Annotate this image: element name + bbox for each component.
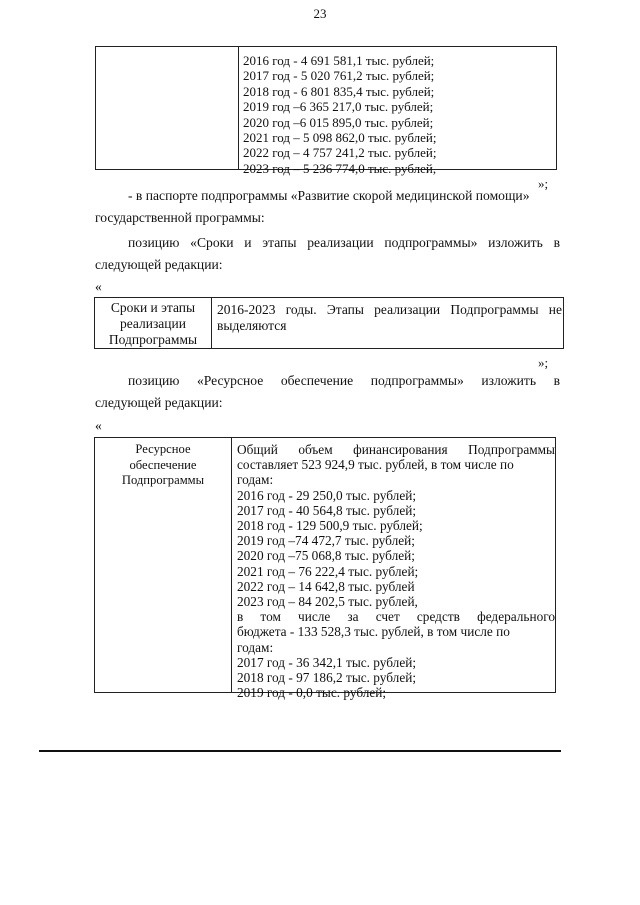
year-line: 2019 год –74 472,7 тыс. рублей; (237, 533, 415, 549)
year-line: 2019 год - 0,0 тыс. рублей; (237, 685, 387, 701)
year-line: 2016 год - 29 250,0 тыс. рублей; (237, 487, 417, 503)
year-line: 2018 год - 129 500,9 тыс. рублей; (237, 518, 423, 534)
year-line: 2017 год - 40 564,8 тыс. рублей; (237, 502, 417, 518)
label-line: реализации (120, 316, 186, 331)
year-line: 2023 год – 84 202,5 тыс. рублей, (237, 594, 418, 610)
table-label-cell (96, 47, 239, 169)
table-label-cell (95, 438, 232, 692)
label-line: Подпрограммы (108, 332, 198, 347)
year-line: 2019 год –6 365 217,0 тыс. рублей; (243, 99, 434, 115)
year-line: 2022 год – 14 642,8 тыс. рублей (237, 578, 415, 594)
year-line: 2020 год –6 015 895,0 тыс. рублей; (243, 114, 434, 130)
year-line: 2018 год - 6 801 835,4 тыс. рублей; (243, 83, 435, 99)
year-line: 2020 год –75 068,8 тыс. рублей; (237, 548, 415, 564)
paragraph-line: - в паспорте подпрограммы «Развитие скорой медицинской помощи» (128, 188, 530, 203)
label-line: Сроки и этапы (110, 300, 196, 315)
table-label-cell (95, 298, 212, 348)
open-quote: « (95, 418, 102, 433)
year-line: 2022 год – 4 757 241,2 тыс. рублей; (243, 145, 437, 161)
value-line: 2016-2023 годы. Этапы реализации Подпрограммы не (217, 302, 562, 317)
paragraph-line: следующей редакции: (95, 257, 223, 272)
close-quote: »; (538, 355, 549, 370)
value-line: бюджета - 133 528,3 тыс. рублей, в том числе по (237, 624, 510, 640)
open-quote: « (95, 279, 102, 294)
resource-table (94, 437, 556, 701)
table-value-cell (212, 298, 562, 348)
value-line: Общий объем финансирования Подпрограммы (237, 442, 555, 457)
funding-table-continued (95, 46, 557, 176)
footer-rule (39, 750, 561, 752)
close-quote: »; (538, 176, 549, 191)
table-value-cell (232, 438, 555, 701)
paragraph-line: позицию «Ресурсное обеспечение подпрограммы» изложить в (128, 373, 560, 388)
label-line: Ресурсное (135, 442, 191, 456)
value-line: в том числе за счет средств федерального (237, 609, 555, 625)
year-line: 2018 год - 97 186,2 тыс. рублей; (237, 670, 417, 686)
value-line: выделяются (217, 318, 287, 333)
page-number: 23 (313, 6, 327, 21)
value-line: годам: (237, 639, 274, 655)
paragraph-line: следующей редакции: (95, 395, 223, 410)
paragraph-line: государственной программы: (95, 210, 265, 225)
label-line: обеспечение (129, 457, 197, 472)
label-line: Подпрограммы (121, 473, 205, 487)
year-line: 2017 год - 36 342,1 тыс. рублей; (237, 654, 417, 670)
year-line: 2023 год – 5 236 774,0 тыс. рублей, (243, 160, 437, 176)
paragraph-line: позицию «Сроки и этапы реализации подпрограммы» изложить в (128, 235, 560, 250)
year-line: 2017 год - 5 020 761,2 тыс. рублей; (243, 68, 435, 84)
year-line: 2021 год – 76 222,4 тыс. рублей; (237, 563, 419, 579)
year-line: 2016 год - 4 691 581,1 тыс. рублей; (243, 53, 435, 68)
value-line: составляет 523 924,9 тыс. рублей, в том числе по (237, 457, 514, 473)
value-line: годам: (237, 472, 274, 488)
table-value-cell (239, 47, 437, 176)
terms-table (94, 297, 564, 349)
year-line: 2021 год – 5 098 862,0 тыс. рублей; (243, 130, 437, 146)
